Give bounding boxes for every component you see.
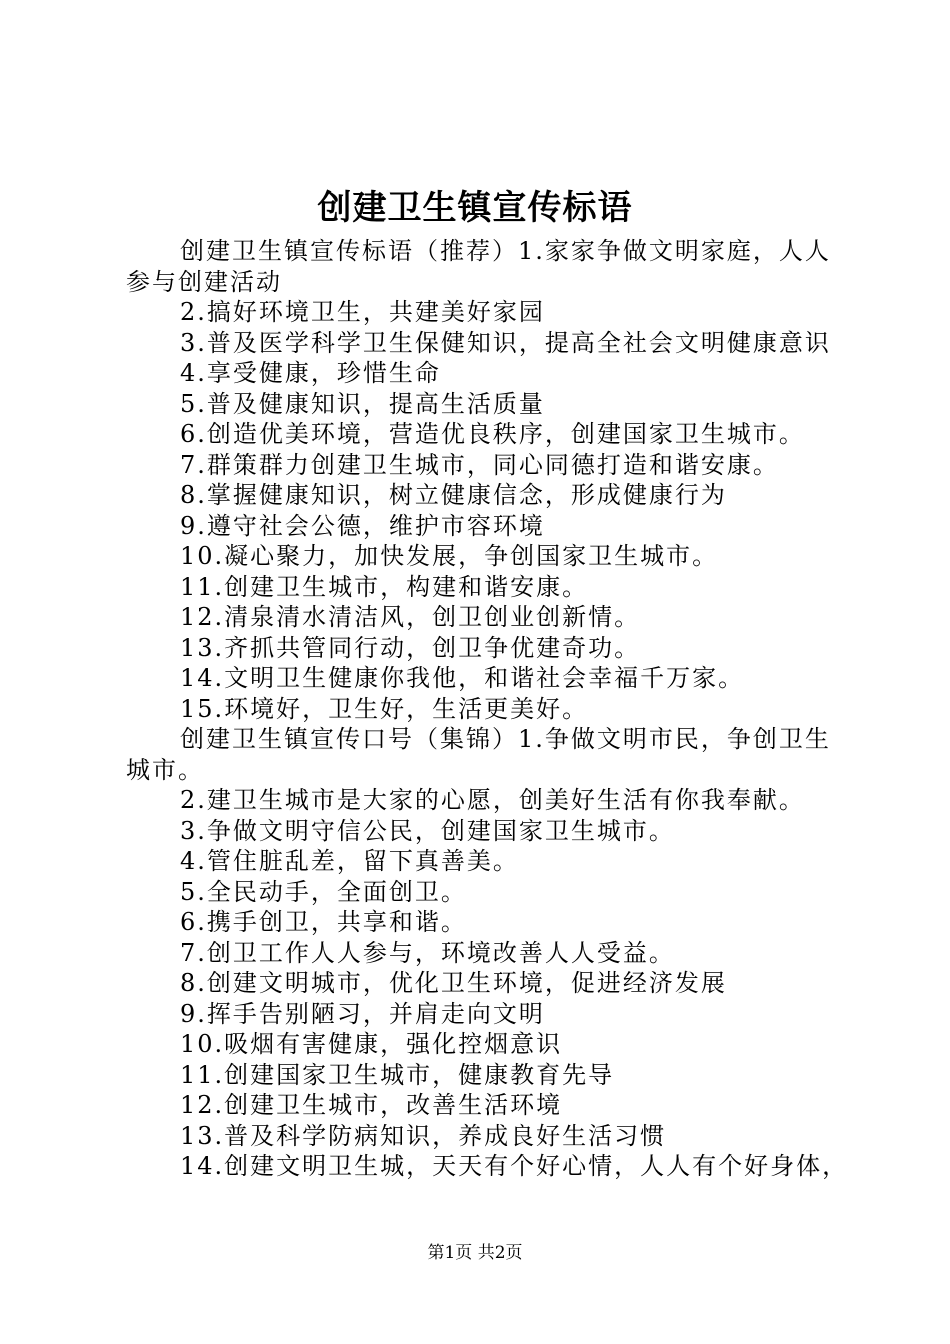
list-item: 14.文明卫生健康你我他，和谐社会幸福千万家。 <box>180 664 745 692</box>
list-item: 4.享受健康，珍惜生命 <box>180 359 441 387</box>
list-item: 11.创建卫生城市，构建和谐安康。 <box>180 572 589 601</box>
list-item: 6.携手创卫，共享和谐。 <box>180 908 467 936</box>
list-item: 10.凝心聚力，加快发展，争创国家卫生城市。 <box>180 542 719 570</box>
document-body <box>126 236 849 1182</box>
list-item: 8.掌握健康知识，树立健康信念，形成健康行为 <box>180 481 727 509</box>
list-item: 9.挥手告别陋习，并肩走向文明 <box>180 999 545 1028</box>
list-item: 4.管住脏乱差，留下真善美。 <box>180 847 519 875</box>
list-item: 12.创建卫生城市，改善生活环境 <box>180 1091 563 1119</box>
section1-intro: 创建卫生镇宣传标语（推荐）1.家家争做文明家庭，人人参与创建活动 <box>126 237 831 296</box>
list-item: 14.创建文明卫生城，天天有个好心情，人人有个好身体， <box>180 1152 849 1180</box>
list-item: 13.齐抓共管同行动，创卫争优建奇功。 <box>180 633 641 662</box>
list-item: 11.创建国家卫生城市，健康教育先导 <box>180 1060 615 1089</box>
list-item: 7.群策群力创建卫生城市，同心同德打造和谐安康。 <box>180 450 779 479</box>
list-item: 9.遵守社会公德，维护市容环境 <box>180 511 545 540</box>
list-item: 2.建卫生城市是大家的心愿，创美好生活有你我奉献。 <box>180 786 805 814</box>
page-footer: 第1页 共2页 <box>427 1243 523 1263</box>
list-item: 13.普及科学防病知识，养成良好生活习惯 <box>180 1121 667 1150</box>
list-item: 6.创造优美环境，营造优良秩序，创建国家卫生城市。 <box>180 420 805 448</box>
list-item: 10.吸烟有害健康，强化控烟意识 <box>180 1030 563 1058</box>
list-item: 5.全民动手，全面创卫。 <box>180 877 467 906</box>
list-item: 8.创建文明城市，优化卫生环境，促进经济发展 <box>180 969 727 997</box>
list-item: 12.清泉清水清洁风，创卫创业创新情。 <box>180 603 641 631</box>
document-title: 创建卫生镇宣传标语 <box>317 188 633 228</box>
list-item: 3.争做文明守信公民，创建国家卫生城市。 <box>180 816 675 845</box>
section2-intro: 创建卫生镇宣传口号（集锦）1.争做文明市民，争创卫生城市。 <box>126 725 831 784</box>
list-item: 5.普及健康知识，提高生活质量 <box>180 389 545 418</box>
list-item: 3.普及医学科学卫生保健知识，提高全社会文明健康意识 <box>180 328 831 357</box>
list-item: 2.搞好环境卫生，共建美好家园 <box>180 298 545 326</box>
list-item: 15.环境好，卫生好，生活更美好。 <box>180 694 589 723</box>
list-item: 7.创卫工作人人参与，环境改善人人受益。 <box>180 938 675 967</box>
